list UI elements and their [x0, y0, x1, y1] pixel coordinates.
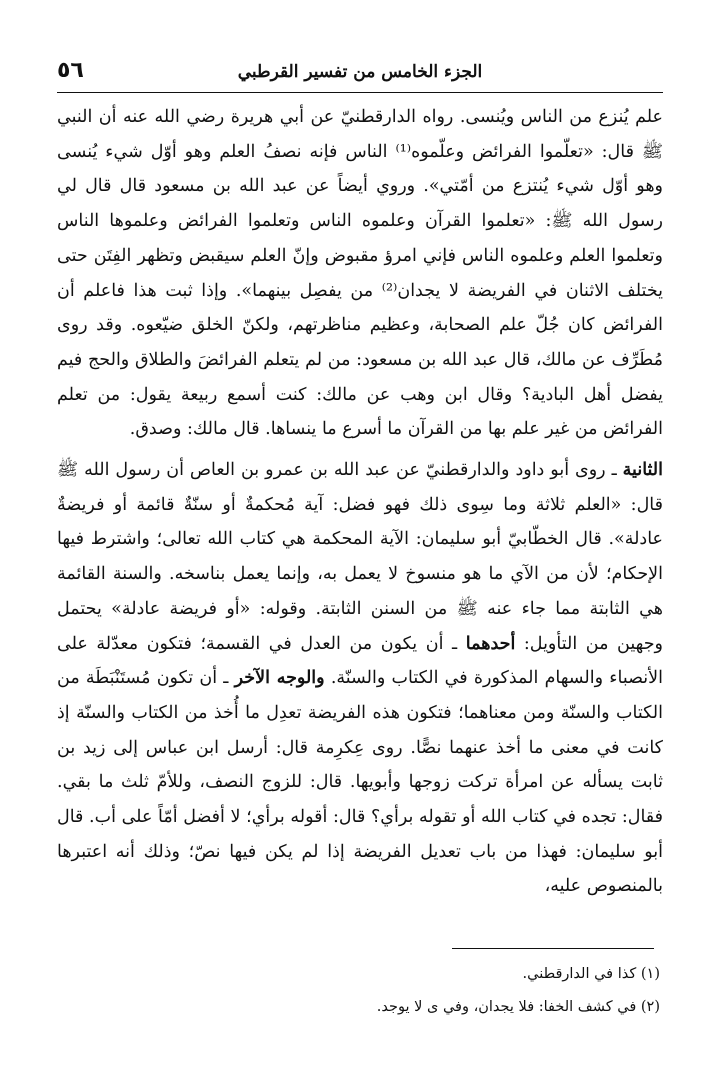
footnote-divider	[452, 948, 654, 949]
sense-1-label: أحدهما	[465, 633, 516, 654]
page-header	[57, 56, 663, 93]
sense-2-text: ـ أن تكون مُستَنْبَطَة من الكتاب والسنّة ومن معناهما؛ فتكون هذه الفريضة تعدِل ما أُخذ من الكتاب والسنّة إذ كانت في معنى ما أخذ عنهما نصًّا. روى عِكرِمة قال: أرسل ابن عباس إلى زيد بن ثابت يسأله عن امرأة تركت زوجها وأبويها. قال: للزوج النصف، وللأمّ ثلث ما بقي. فقال: تجده في كتاب الله أو تقوله برأي؟ قال: أقوله برأي؛ لا أفضل أمّاً على أب. قال أبو سليمان: فهذا من باب تعديل الفريضة إذا لم يكن فيها نصّ؛ وذلك أنه اعتبرها بالمنصوص عليه،	[57, 668, 663, 897]
paragraph-2-text: ـ روى أبو داود والدارقطنيّ عن عبد الله بن عمرو بن العاص أن رسول الله ﷺ قال: «العلم ثلاثة وما سِوى ذلك فهو فضل: آية مُحكمةٌ أو سنّةٌ قائمة أو فريضةٌ عادلة». قال الخطّابيّ أبو سليمان: الآية المحكمة هي كتاب الله تعالى؛ واشترط فيها الإحكام؛ لأن من الآي ما هو منسوخ لا يعمل به، وإنما يعمل بناسخه. والسنة القائمة هي الثابتة مما جاء عنه ﷺ من السنن الثابتة. وقوله: «أو فريضة عادلة» يحتمل وجهين من التأويل:	[57, 460, 663, 654]
sense-1-text: ـ أن يكون من العدل في القسمة؛ فتكون معدّلة على الأنصباء والسهام المذكورة في الكتاب والسنّة.	[57, 633, 664, 689]
section-lead: الثانية	[622, 460, 663, 481]
page-number: ٥٦	[57, 58, 84, 83]
footnote-2: (٢) في كشف الخفا: فلا يجدان، وفي ى لا يوجد.	[376, 999, 660, 1015]
running-title: الجزء الخامس من تفسير القرطبي	[237, 62, 483, 82]
paragraph-2	[57, 453, 663, 904]
main-text	[57, 100, 663, 904]
footnotes	[57, 958, 660, 1024]
sense-2-label: والوجه الآخر	[234, 668, 325, 689]
paragraph-1: علم يُنزع من الناس ويُنسى. رواه الدارقطنيّ عن أبي هريرة رضي الله عنه أن النبي ﷺ قال: «تعلّموا الفرائض وعلّموه⁽¹⁾ الناس فإنه نصفُ العلم وهو أوّل شيء يُنسى وهو أوّل شيء يُنتزع من أمّتي». وروي أيضاً عن عبد الله بن مسعود قال قال لي رسول الله ﷺ: «تعلموا القرآن وعلموه الناس وتعلموا الفرائض وعلموها الناس وتعلموا العلم وعلموه الناس فإني امرؤ مقبوض وإنّ العلم سيقبض وتظهر الفِتَن حتى يختلف الاثنان في الفريضة لا يجدان⁽²⁾ من يفصِل بينهما». وإذا ثبت هذا فاعلم أن الفرائض كان جُلّ علم الصحابة، وعظيم مناظرتهم، ولكنّ الخلق ضيّعوه. وقد روى مُطَرِّف عن مالك، قال عبد الله بن مسعود: من لم يتعلم الفرائضَ والطلاق والحج فيم يفضل أهل البادية؟ وقال ابن وهب عن مالك: كنت أسمع ربيعة يقول: من تعلم الفرائض من غير علم بها من القرآن ما أسرع ما ينساها. قال مالك: وصدق.	[57, 107, 664, 440]
footnote-1: (١) كذا في الدارقطني.	[522, 966, 660, 982]
